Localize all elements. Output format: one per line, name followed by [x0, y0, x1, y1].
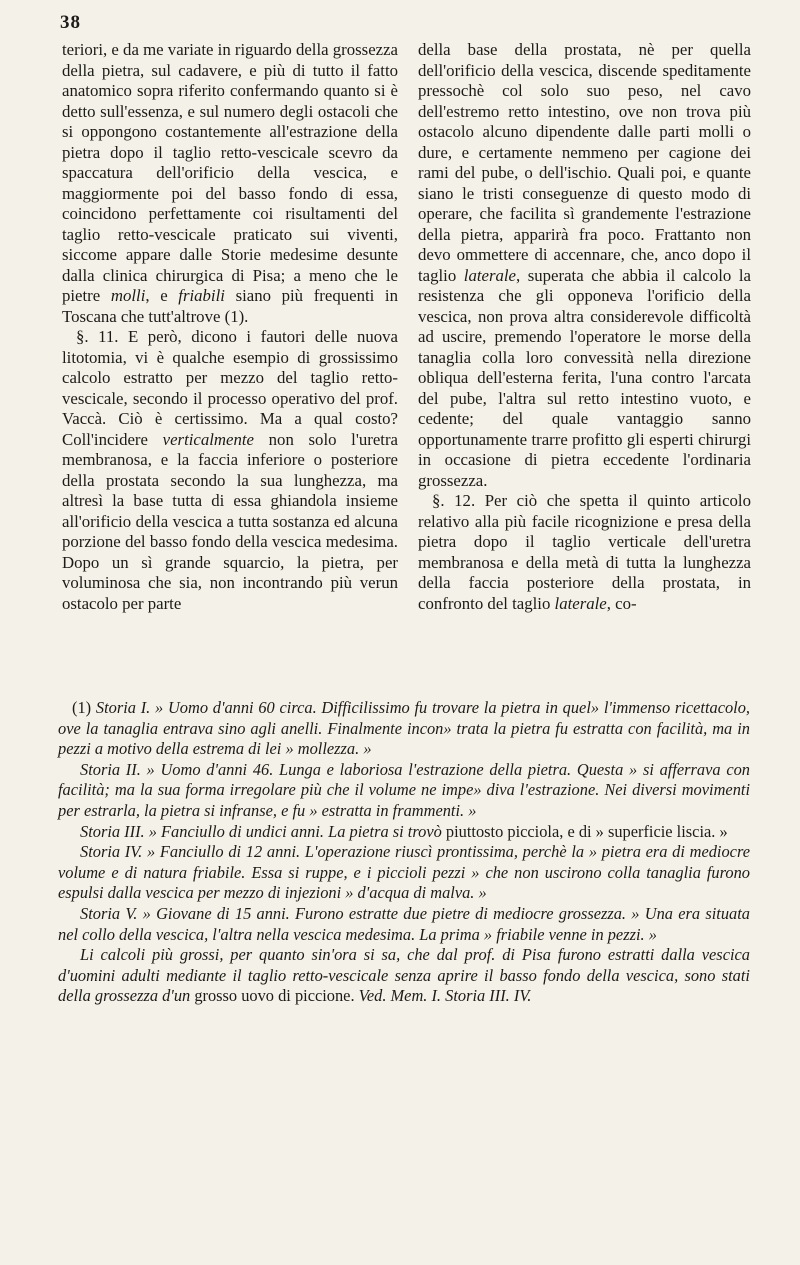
storia-text: » Giovane di 15 anni. Furono estratte due pietre di mediocre grossezza. » Una era situata nel collo della vescica, l'altra nella vescica medesima. La prima » friabile venne in pezzi. »: [58, 903, 750, 944]
footnotes: [58, 698, 750, 1007]
paragraph-intro: [62, 40, 398, 327]
paragraph-section-11: [62, 327, 398, 614]
text-run: §. 12. Per ciò che spetta il quinto articolo relativo alla più facile ricognizione e presa della pietra dopo il taglio verticale dell'uretra membranosa e della metà di tutta la lunghezza della faccia posteriore della prostata, in confronto del taglio: [418, 491, 751, 613]
summary-reference: Ved. Mem. I. Storia III. IV.: [358, 986, 532, 1006]
footnote-storia-1: [58, 698, 750, 760]
summary-text: Li calcoli più grossi, per quanto sin'ora si sa, che dal prof. di Pisa furono estratti dalla vescica d'uomini adulti mediante il taglio retto-vescicale senza aprire il basso fondo della vescica, sono stati della grossezza d'un: [58, 945, 750, 1006]
storia-title: Storia III.: [80, 821, 145, 841]
footnote-summary: [58, 945, 750, 1007]
footnote-label: (1): [72, 698, 96, 717]
text-run: della base della prostata, nè per quella dell'orificio della vescica, discende speditamente pressochè col solo suo peso, nel cavo dell'estremo retto intestino, ove non trova più ostacolo alcuno dipendente dalle parti molli o dure, e certamente nemmeno per cagione dei rami del pube, o dell'ischio. Quali poi, e quante siano le tristi conseguenze di questo modo di operare, che facilita sì grandemente l'estrazione della pietra, apparirà fra poco. Frattanto non devo ommettere di accennare, che, anco dopo il taglio: [418, 40, 751, 285]
storia-text: » Fanciullo di 12 anni. L'operazione riuscì prontissima, perchè la » pietra era di mediocre volume e di natura friabile. Essa si ruppe, e i piccioli pezzi » che non uscirono colla tanaglia furono espulsi dalla vescica per mezzo di injezioni » d'acqua di malva. »: [58, 842, 750, 903]
footnote-storia-4: [58, 842, 750, 904]
paragraph-section-12: [418, 491, 751, 614]
storia-title: Storia II.: [80, 759, 141, 779]
text-run: §. 11. E però, dicono i fautori delle nuova litotomia, vi è qualche esempio di grossissimo calcolo estratto per mezzo del taglio retto-vescicale, secondo il processo operativo del prof. Vaccà. Ciò è certissimo. Ma a qual costo? Coll'incidere: [62, 327, 398, 449]
emphasis: laterale: [463, 265, 516, 285]
text-run: teriori, e da me variate in riguardo della grossezza della pietra, sul cadavere, e più di tutto il fatto anatomico sopra riferito confermando quanto si è detto sull'essenza, e sul numero degli ostacoli che si oppongono costantemente all'estrazione della pietra dopo il taglio retto-vescicale scevro da spaccatura dell'orificio della vescica, e maggiormente poi del basso fondo di essa, coincidono perfettamente coi risultamenti del taglio retto-vescicale praticato sui viventi, siccome appare dalle Storie medesime desunte dalla clinica chirurgica di Pisa; a meno che le pietre: [62, 40, 398, 305]
footnote-storia-5: [58, 904, 750, 945]
footnote-storia-2: [58, 760, 750, 822]
storia-text: » Uomo d'anni 46. Lunga e laboriosa l'estrazione della pietra. Questa » si afferrava con facilità; ma la sua forma irregolare più che il volume ne impe» diva l'estrazione. Nei diversi movimenti per estrarla, la pietra si infranse, e fu » estratta in frammenti. »: [58, 759, 750, 820]
right-column: [418, 40, 751, 614]
emphasis: verticalmente: [162, 429, 254, 449]
storia-text: » Uomo d'anni 60 circa. Difficilissimo fu trovare la pietra in quel» l'immenso ricettacolo, ove la tanaglia entrava sino agli anelli. Finalmente incon» trata la pietra fu estratta con facilità, ma in pezzi a motivo della estrema di lei » mollezza. »: [58, 698, 751, 759]
storia-text: » Fanciullo di undici anni. La pietra si trovò: [144, 821, 442, 841]
paragraph-continuation: [418, 40, 751, 491]
storia-text: piuttosto picciola, e di » superficie liscia. »: [441, 821, 728, 841]
storia-title: Storia I.: [95, 698, 151, 717]
storia-title: Storia V.: [80, 903, 138, 923]
emphasis: laterale: [554, 593, 607, 613]
emphasis: molli: [110, 286, 146, 305]
left-column: [62, 40, 398, 614]
text-run: , superata che abbia il calcolo la resistenza che gli opponeva l'orificio della vescica, non prova altra considerevole difficoltà ad uscire, premendo l'operatore le morse della tanaglia colla loro convessità nella direzione obliqua dell'esterna ferita, l'una contro l'arcata del pube, l'altra sul retto intestino vuoto, e cedente; del quale vantaggio sanno opportunamente trarre profitto gli esperti chirurgi in occasione di pietra eccedente l'ordinaria grossezza.: [418, 265, 751, 490]
summary-text: grosso uovo di piccione.: [190, 986, 359, 1006]
storia-title: Storia IV.: [80, 842, 143, 862]
text-run: non solo l'uretra membranosa, e la faccia inferiore o posteriore della prostata secondo la sua lunghezza, ma altresì la base tutta di essa ghiandola insieme all'orificio della vescica a tutta sostanza ed alcuna porzione del basso fondo della vescica medesima. Dopo un sì grande squarcio, la pietra, per voluminosa che sia, non incontrando più verun ostacolo per parte: [62, 429, 398, 613]
text-run: siano più frequenti in Toscana che tutt'altrove (1).: [62, 286, 398, 326]
page-number: 38: [60, 12, 81, 33]
text-run: , co-: [606, 593, 637, 613]
text-run: , e: [145, 286, 179, 305]
emphasis: friabili: [178, 286, 225, 305]
footnote-storia-3: [58, 822, 750, 843]
